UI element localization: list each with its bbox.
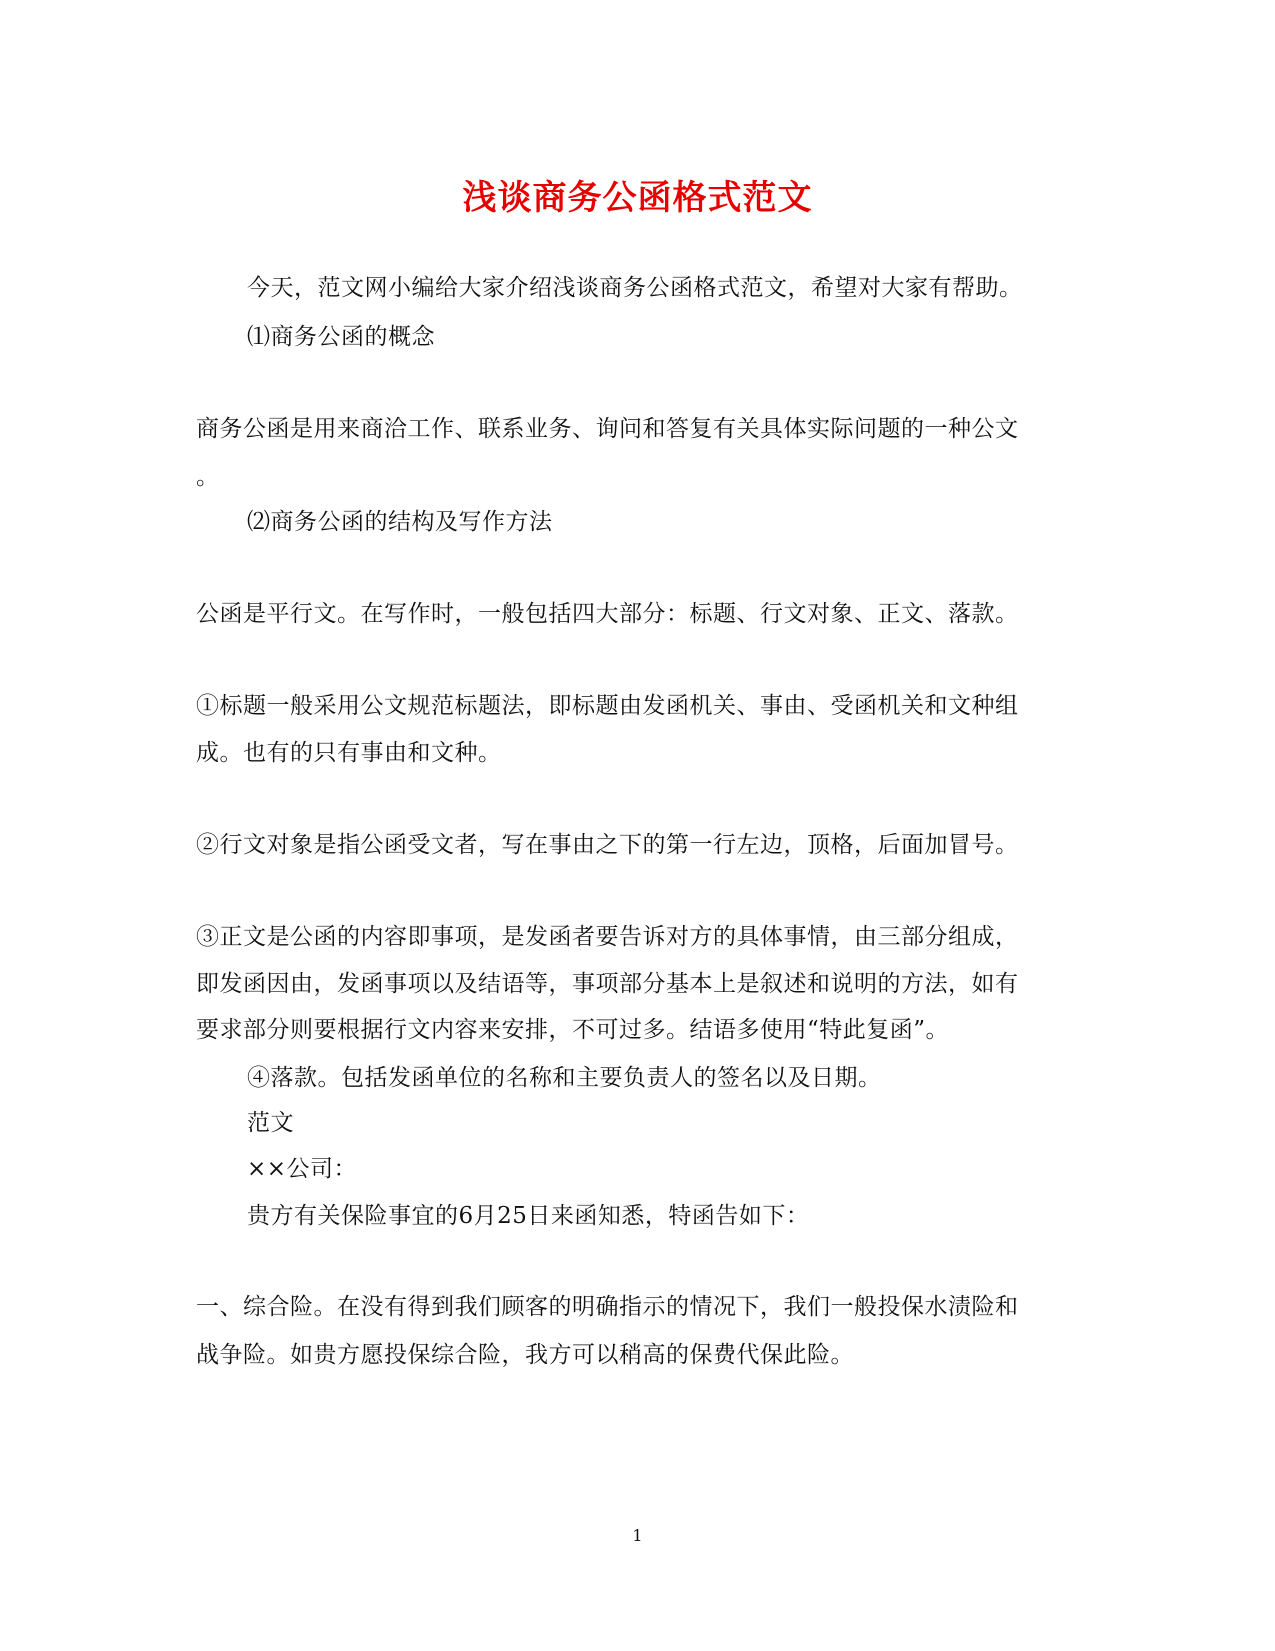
item-4-paragraph: ④落款。包括发函单位的名称和主要负责人的签名以及日期。: [247, 1065, 882, 1091]
page-number: 1: [632, 1526, 643, 1545]
concept-paragraph-line-1: 商务公函是用来商洽工作、联系业务、询问和答复有关具体实际问题的一种公文: [196, 416, 1019, 442]
item-1-line-1: ①标题一般采用公文规范标题法，即标题由发函机关、事由、受函机关和文种组: [196, 693, 1019, 719]
sample-point-1-line-1: 一、综合险。在没有得到我们顾客的明确指示的情况下，我们一般投保水渍险和: [196, 1294, 1019, 1320]
item-3-line-2: 即发函因由，发函事项以及结语等，事项部分基本上是叙述和说明的方法，如有: [196, 971, 1019, 997]
item-1-line-2: 成。也有的只有事由和文种。: [196, 740, 502, 766]
sample-point-1-line-2: 战争险。如贵方愿投保综合险，我方可以稍高的保费代保此险。: [196, 1342, 854, 1368]
sample-heading: 范文: [247, 1110, 294, 1136]
sample-salutation: ××公司：: [247, 1156, 358, 1182]
item-2-paragraph: ②行文对象是指公函受文者，写在事由之下的第一行左边，顶格，后面加冒号。: [196, 832, 1019, 858]
section-heading-concept: ⑴商务公函的概念: [247, 324, 435, 350]
section-heading-structure: ⑵商务公函的结构及写作方法: [247, 509, 553, 535]
concept-paragraph-line-2: 。: [196, 464, 220, 490]
item-3-line-1: ③正文是公函的内容即事项，是发函者要告诉对方的具体事情，由三部分组成，: [196, 924, 1019, 950]
item-3-line-3: 要求部分则要根据行文内容来安排，不可过多。结语多使用“特此复函”。: [196, 1017, 950, 1043]
intro-paragraph: 今天，范文网小编给大家介绍浅谈商务公函格式范文，希望对大家有帮助。: [247, 275, 1023, 301]
structure-paragraph: 公函是平行文。在写作时，一般包括四大部分：标题、行文对象、正文、落款。: [196, 601, 1019, 627]
sample-opening: 贵方有关保险事宜的6月25日来函知悉，特函告如下：: [247, 1203, 810, 1229]
document-title: 浅谈商务公函格式范文: [462, 178, 813, 218]
